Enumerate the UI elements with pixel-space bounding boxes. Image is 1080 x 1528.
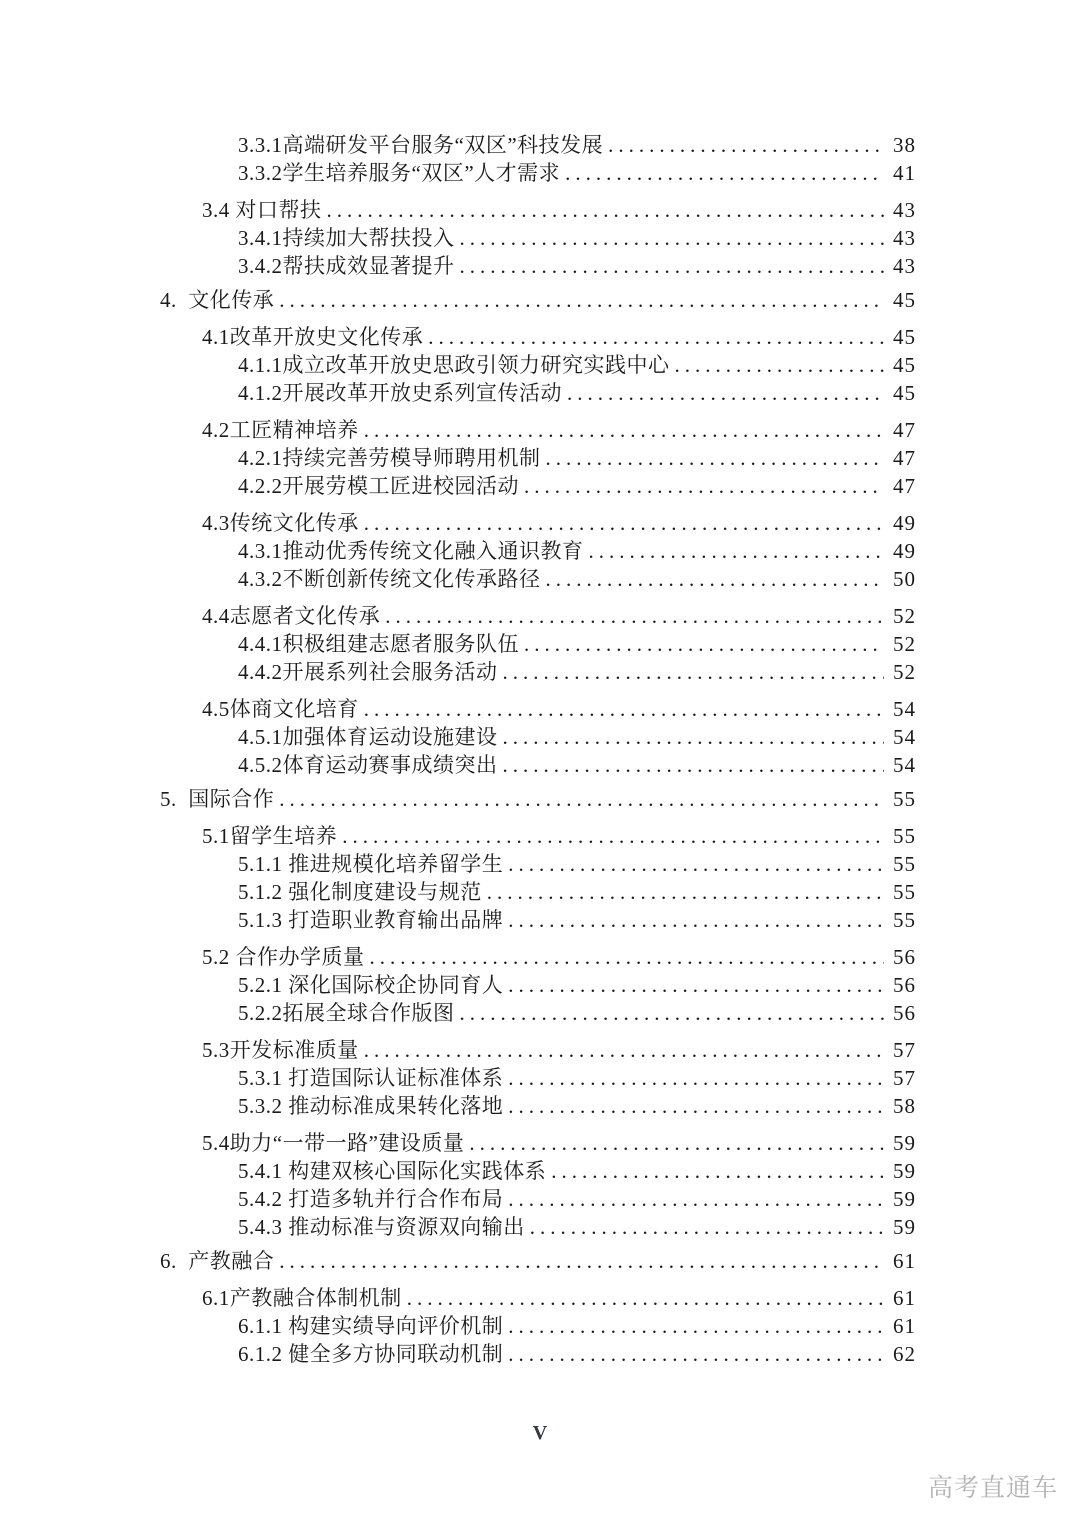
dot-leader <box>364 1036 884 1064</box>
toc-entry-title: 4.5体商文化培育 <box>202 697 359 721</box>
toc-entry-title: 4.4.1积极组建志愿者服务队伍 <box>238 632 519 656</box>
toc-entry-page: 45 <box>893 353 916 377</box>
toc-entry[interactable] <box>160 785 916 813</box>
toc-entry[interactable] <box>160 999 916 1027</box>
dot-leader <box>364 695 884 723</box>
toc-entry-title: 4.3传统文化传承 <box>202 511 359 535</box>
toc-entry-title: 5.2.2拓展全球合作版图 <box>238 1001 455 1025</box>
dot-leader <box>364 509 884 537</box>
toc-entry[interactable] <box>160 850 916 878</box>
toc-entry-page: 57 <box>893 1066 916 1090</box>
toc-entry-page: 59 <box>893 1215 916 1239</box>
toc-entry-title: 4.5.1加强体育运动设施建设 <box>238 725 498 749</box>
toc-entry-page: 47 <box>893 446 916 470</box>
dot-leader <box>279 785 884 813</box>
toc-entry-page: 43 <box>893 226 916 250</box>
dot-leader <box>530 1213 884 1241</box>
dot-leader <box>327 196 885 224</box>
toc-entry[interactable] <box>160 1157 916 1185</box>
dot-leader <box>567 379 884 407</box>
toc-entry[interactable] <box>160 131 916 159</box>
dot-leader <box>524 630 884 658</box>
toc-entry-page: 45 <box>893 381 916 405</box>
toc-entry-title: 5.1.2 强化制度建设与规范 <box>238 880 482 904</box>
toc-entry-title: 3.3.1高端研发平台服务“双区”科技发展 <box>238 133 604 157</box>
dot-leader <box>608 131 884 159</box>
toc-entry-page: 55 <box>893 908 916 932</box>
toc-entry-page: 56 <box>893 1001 916 1025</box>
toc-entry[interactable] <box>160 630 916 658</box>
toc-entry-title: 3.3.2学生培养服务“双区”人才需求 <box>238 161 561 185</box>
toc-entry-title: 4. 文化传承 <box>160 288 275 312</box>
toc-entry-title: 4.2.2开展劳模工匠进校园活动 <box>238 474 519 498</box>
dot-leader <box>342 822 884 850</box>
toc-entry-title: 5.2.1 深化国际校企协同育人 <box>238 973 504 997</box>
toc-entry[interactable] <box>160 906 916 934</box>
toc-entry-title: 4.1.2开展改革开放史系列宣传活动 <box>238 381 562 405</box>
toc-entry[interactable] <box>160 537 916 565</box>
dot-leader <box>469 1129 884 1157</box>
dot-leader <box>370 943 885 971</box>
dot-leader <box>546 444 885 472</box>
toc-entry-page: 56 <box>893 945 916 969</box>
toc-entry[interactable] <box>160 196 916 224</box>
toc-entry[interactable] <box>160 1247 916 1275</box>
dot-leader <box>508 1185 884 1213</box>
dot-leader <box>546 565 885 593</box>
toc-entry-title: 3.4 对口帮扶 <box>202 198 322 222</box>
toc-entry[interactable] <box>160 224 916 252</box>
toc-entry-title: 4.4志愿者文化传承 <box>202 604 381 628</box>
toc-entry-page: 41 <box>893 161 916 185</box>
toc-entry-title: 4.3.2不断创新传统文化传承路径 <box>238 567 541 591</box>
toc-entry-title: 4.2.1持续完善劳模导师聘用机制 <box>238 446 541 470</box>
toc-entry-page: 54 <box>893 725 916 749</box>
toc-entry-page: 52 <box>893 604 916 628</box>
toc-entry[interactable] <box>160 658 916 686</box>
dot-leader <box>487 878 884 906</box>
toc-entry[interactable] <box>160 602 916 630</box>
dot-leader <box>508 906 884 934</box>
toc-entry[interactable] <box>160 751 916 779</box>
toc-entry-page: 57 <box>893 1038 916 1062</box>
toc-entry-title: 4.4.2开展系列社会服务活动 <box>238 660 498 684</box>
toc-entry[interactable] <box>160 822 916 850</box>
toc-entry[interactable] <box>160 472 916 500</box>
toc-entry-title: 5.3.1 打造国际认证标准体系 <box>238 1066 504 1090</box>
toc-entry-page: 59 <box>893 1159 916 1183</box>
toc-entry-page: 45 <box>893 325 916 349</box>
toc-entry[interactable] <box>160 1284 916 1312</box>
toc-entry-title: 6. 产教融合 <box>160 1249 275 1273</box>
toc-entry-title: 5.4.3 推动标准与资源双向输出 <box>238 1215 525 1239</box>
toc-entry[interactable] <box>160 252 916 280</box>
toc-entry[interactable] <box>160 1185 916 1213</box>
toc-entry-page: 55 <box>893 852 916 876</box>
toc-entry-title: 3.4.1持续加大帮扶投入 <box>238 226 455 250</box>
toc-entry-page: 55 <box>893 824 916 848</box>
watermark: 高考直通车 <box>927 1474 1058 1502</box>
toc-entry-page: 59 <box>893 1131 916 1155</box>
dot-leader <box>508 1340 884 1368</box>
toc-entry-page: 61 <box>893 1314 916 1338</box>
toc-entry-title: 4.5.2体育运动赛事成绩突出 <box>238 753 498 777</box>
toc-entry-page: 49 <box>893 511 916 535</box>
toc-entry-title: 5.3开发标准质量 <box>202 1038 359 1062</box>
toc-entry-title: 5.2 合作办学质量 <box>202 945 365 969</box>
dot-leader <box>460 999 885 1027</box>
toc-entry[interactable] <box>160 878 916 906</box>
page-number: V <box>532 1422 548 1444</box>
toc-entry-page: 52 <box>893 632 916 656</box>
toc-entry[interactable] <box>160 1213 916 1241</box>
dot-leader <box>279 286 884 314</box>
toc-entry-page: 54 <box>893 697 916 721</box>
toc-entry[interactable] <box>160 416 916 444</box>
dot-leader <box>508 850 884 878</box>
toc-entry[interactable] <box>160 943 916 971</box>
toc-entry-page: 43 <box>893 198 916 222</box>
dot-leader <box>508 1312 884 1340</box>
toc-entry-page: 61 <box>893 1286 916 1310</box>
toc-entry[interactable] <box>160 1064 916 1092</box>
toc-entry-page: 49 <box>893 539 916 563</box>
dot-leader <box>589 537 885 565</box>
dot-leader <box>524 472 884 500</box>
toc-entry-page: 43 <box>893 254 916 278</box>
toc-entry-title: 4.1改革开放史文化传承 <box>202 325 424 349</box>
toc-entry[interactable] <box>160 286 916 314</box>
toc-entry[interactable] <box>160 159 916 187</box>
dot-leader <box>503 751 885 779</box>
toc-entry-title: 4.1.1成立改革开放史思政引领力研究实践中心 <box>238 353 670 377</box>
dot-leader <box>279 1247 884 1275</box>
dot-leader <box>364 416 884 444</box>
dot-leader <box>675 351 885 379</box>
toc-entry-page: 62 <box>893 1342 916 1366</box>
toc-entry[interactable] <box>160 351 916 379</box>
dot-leader <box>503 658 885 686</box>
toc-entry[interactable] <box>160 1312 916 1340</box>
toc-entry[interactable] <box>160 379 916 407</box>
toc-entry-page: 52 <box>893 660 916 684</box>
dot-leader <box>385 602 884 630</box>
toc-entry-title: 5.4助力“一带一路”建设质量 <box>202 1131 465 1155</box>
toc-entry-title: 5.4.2 打造多轨并行合作布局 <box>238 1187 504 1211</box>
dot-leader <box>551 1157 884 1185</box>
toc-entry-page: 47 <box>893 474 916 498</box>
toc-entry-page: 38 <box>893 133 916 157</box>
toc-entry-title: 3.4.2帮扶成效显著提升 <box>238 254 455 278</box>
toc-entry-title: 5.1.1 推进规模化培养留学生 <box>238 852 504 876</box>
toc-entry-title: 5.1.3 打造职业教育输出品牌 <box>238 908 504 932</box>
toc-entry[interactable] <box>160 1129 916 1157</box>
dot-leader <box>460 224 885 252</box>
toc-entry-page: 61 <box>893 1249 916 1273</box>
toc-entry-title: 6.1.2 健全多方协同联动机制 <box>238 1342 504 1366</box>
toc-entry-title: 4.3.1推动优秀传统文化融入通识教育 <box>238 539 584 563</box>
toc-entry[interactable] <box>160 323 916 351</box>
toc-entry-title: 6.1.1 构建实绩导向评价机制 <box>238 1314 504 1338</box>
toc-entry-page: 45 <box>893 288 916 312</box>
toc-entry-page: 54 <box>893 753 916 777</box>
dot-leader <box>565 159 884 187</box>
table-of-contents <box>160 131 916 1368</box>
dot-leader <box>407 1284 884 1312</box>
toc-entry[interactable] <box>160 1092 916 1120</box>
toc-entry-title: 5. 国际合作 <box>160 787 275 811</box>
toc-entry[interactable] <box>160 444 916 472</box>
toc-entry-title: 6.1产教融合体制机制 <box>202 1286 402 1310</box>
dot-leader <box>503 723 885 751</box>
dot-leader <box>508 1092 884 1120</box>
toc-entry-page: 56 <box>893 973 916 997</box>
dot-leader <box>508 971 884 999</box>
toc-entry-title: 5.4.1 构建双核心国际化实践体系 <box>238 1159 547 1183</box>
toc-entry[interactable] <box>160 1036 916 1064</box>
toc-entry[interactable] <box>160 509 916 537</box>
toc-entry[interactable] <box>160 1340 916 1368</box>
toc-entry-page: 47 <box>893 418 916 442</box>
toc-entry-page: 55 <box>893 787 916 811</box>
toc-entry[interactable] <box>160 971 916 999</box>
toc-entry[interactable] <box>160 565 916 593</box>
toc-entry-page: 58 <box>893 1094 916 1118</box>
toc-entry-title: 4.2工匠精神培养 <box>202 418 359 442</box>
toc-entry-page: 55 <box>893 880 916 904</box>
toc-entry-page: 50 <box>893 567 916 591</box>
dot-leader <box>428 323 884 351</box>
toc-entry[interactable] <box>160 695 916 723</box>
toc-entry-page: 59 <box>893 1187 916 1211</box>
toc-entry-title: 5.3.2 推动标准成果转化落地 <box>238 1094 504 1118</box>
toc-entry-title: 5.1留学生培养 <box>202 824 338 848</box>
dot-leader <box>460 252 885 280</box>
toc-entry[interactable] <box>160 723 916 751</box>
dot-leader <box>508 1064 884 1092</box>
